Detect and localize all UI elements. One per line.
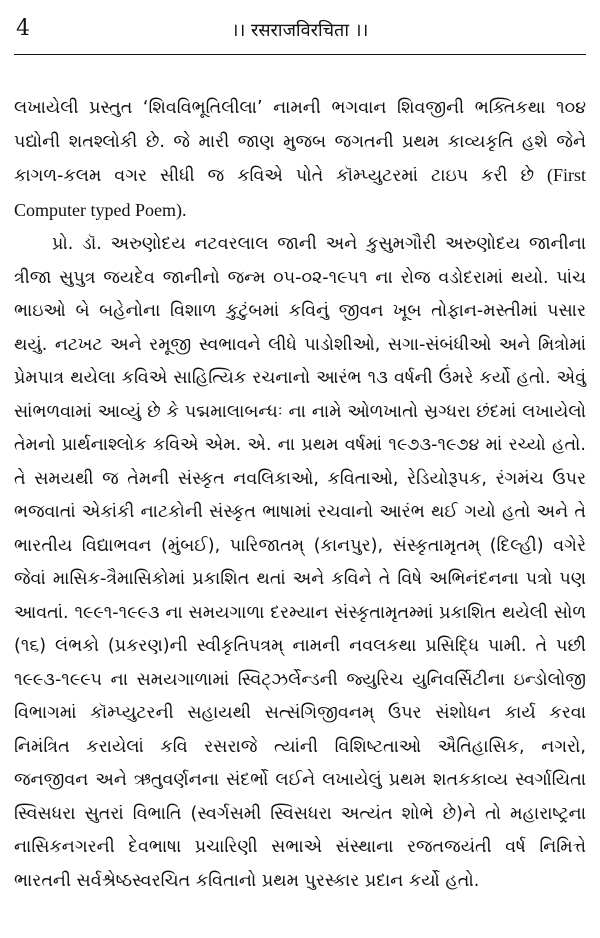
body-text bbox=[14, 92, 586, 898]
page-header bbox=[14, 14, 586, 58]
paragraph-1-english: (First Computer typed Poem). bbox=[14, 165, 586, 220]
page-number: 4 bbox=[16, 16, 30, 41]
paragraph-2: પ્રો. ડૉ. અરુણોદય નટવરલાલ જાની અને કુસુમગૌરી અરુણોદય જાનીના ત્રીજા સુપુત્ર જયદેવ જાનીનો જન્મ ૦૫-૦૨-૧૯૫૧ ના રોજ વડોદરામાં થયો. પાંચ ભાઇઓ બે બહેનોના વિશાળ કુટુંબમાં કવિનું જીવન ખૂબ તોફાન-મસ્તીમાં પસાર થયું. નટખટ અને રમૂજી સ્વભાવને લીધે પાડોશીઓ, સગા-સંબંધીઓ અને મિત્રોમાં પ્રેમપાત્ર થયેલા કવિએ સાહિત્યિક રચનાનો આરંભ ૧૩ વર્ષની ઉંમરે કર્યો હતો. એવું સાંભળવામાં આવ્યું છે કે પદ્મમાલાબન્ધઃ ના નામે ઓળખાતો સ્રગ્ધરા છંદમાં લખાયેલો તેમનો પ્રાર્થનાશ્લોક કવિએ એમ. એ. ના પ્રથમ વર્ષમાં ૧૯૭૩-૧૯૭૪ માં રચ્યો હતો. તે સમયથી જ તેમની સંસ્કૃત નવલિકાઓ, કવિતાઓ, રેડિયોરૂપક, રંગમંચ ઉપર ભજવાતાં એકાંકી નાટકોની સંસ્કૃત ભાષામાં રચવાનો આરંભ થઈ ગયો હતો અને તે ભારતીય વિદ્યાભવન (મુંબઈ), પારિજાતમ્ (કાનપુર), સંસ્કૃતામૃતમ્ (દિલ્હી) વગેરે જેવાં માસિક-ત્રૈમાસિકોમાં પ્રકાશિત થતાં અને કવિને તે વિષે અભિનંદનના પત્રો પણ આવતાં. ૧૯૯૧-૧૯૯૩ ના સમયગાળા દરમ્યાન સંસ્કૃતામૃતમ્માં પ્રકાશિત થયેલી સોળ (૧૬) લંભકો (પ્રકરણ)ની સ્વીકૃતિપત્રમ્ નામની નવલકથા પ્રસિદ્ધિ પામી. તે પછી ૧૯૯૩-૧૯૯૫ ના સમયગાળામાં સ્વિટ્ઝર્લેન્ડની જ્યુરિચ યુનિવર્સિટીના ઇન્ડોલોજી વિભાગમાં કૉમ્પ્યુટરની સહાયથી સત્સંગિજીવનમ્ ઉપર સંશોધન કાર્ય કરવા નિમંત્રિત કરાયેલાં કવિ રસરાજે ત્યાંની વિશિષ્ટતાઓ ઐતિહાસિક, નગરો, જનજીવન અને ઋતુવર્ણનના સંદર્ભો લઈને લખાયેલું પ્રથમ શતકકાવ્ય સ્વર્ગાયિતા સ્વિસધરા સુતરાં વિભાતિ (સ્વર્ગસમી સ્વિસધરા અત્યંત શોભે છે)ને તો મહારાષ્ટ્રના નાસિકનગરની દેવભાષા પ્રચારિણી સભાએ સંસ્થાના રજતજયંતી વર્ષ નિમિત્તે ભારતની સર્વશ્રેષ્ઠસ્વરચિત કવિતાનો પ્રથમ પુરસ્કાર પ્રદાન કર્યો હતો. bbox=[14, 234, 586, 891]
header-rule bbox=[14, 54, 586, 55]
running-title: ।। रसराजविरचिता ।। bbox=[231, 20, 369, 41]
paragraph-1 bbox=[14, 92, 586, 228]
paragraph-1-text: લખાયેલી પ્રસ્તુત ‘શિવવિભૂતિલીલા’ નામની ભગવાન શિવજીની ભક્તિકથા ૧૦૪ પદ્યોની શતશ્લોકી છે. જે મારી જાણ મુજબ જગતની પ્રથમ કાવ્યકૃતિ હશે જેને કાગળ-કલમ વગર સીધી જ કવિએ પોતે કૉમ્પ્યુટરમાં ટાઇપ કરી છે bbox=[14, 98, 586, 186]
